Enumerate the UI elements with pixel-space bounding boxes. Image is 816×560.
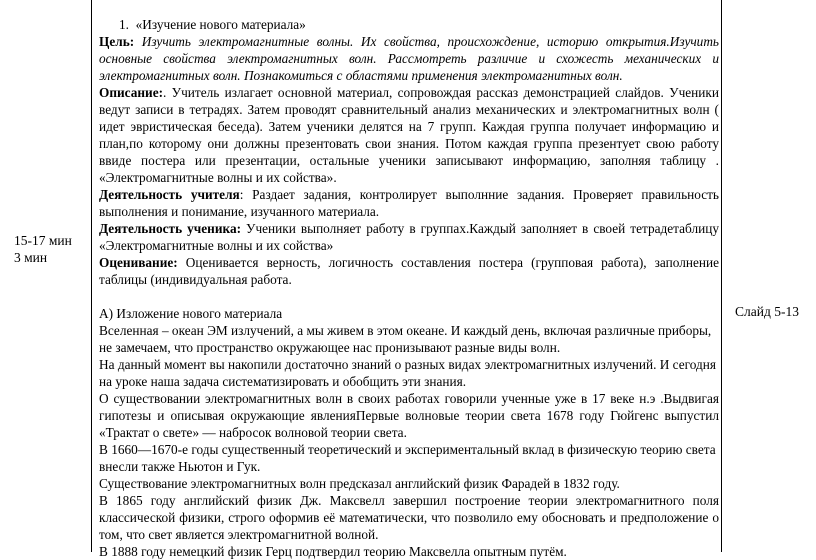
lesson-content — [99, 16, 719, 560]
description-paragraph — [99, 84, 719, 186]
teacher-text: : Раздает задания, контролирует выполнние задания. Проверяет правильность выполнения и понимание, изучанного материала. — [99, 187, 720, 219]
description-label: Описание: — [99, 85, 164, 100]
assessment-text: Оценивается верность, логичность составления постера (групповая работа), заполнение таблицы (индивидуальная работа. — [99, 255, 719, 287]
slide-label: Слайд 5-13 — [735, 304, 799, 319]
assessment-label: Оценивание: — [99, 255, 178, 270]
part-a-heading — [99, 305, 719, 322]
section-title: «Изучение нового материала» — [135, 17, 306, 32]
student-text: Ученики выполняет работу в группах.Каждый заполняет в своей тетрадетаблицу «Электромагнитные волны и их сойства» — [99, 221, 719, 253]
paragraph-hertz: В 1888 году немецкий физик Герц подтвердил теорию Максвелла опытным путём. — [99, 544, 567, 559]
table-border-left — [91, 0, 92, 552]
section-heading — [99, 16, 719, 33]
paragraph-knowledge: На данный момент вы накопили достаточно знаний о разных видах электромагнитных излучений. И сегодня на уроке наша задача систематизировать и обобщить эти знания. — [99, 357, 717, 389]
part-a-title: ) Изложение нового материала — [108, 306, 283, 321]
description-text: . Учитель излагает основной материал, сопровождая рассказ демонстрацией слайдов. Ученики ведут записи в тетрадях. Затем проводят сравнительный анализ механических и электромагнитных волн ( идет эвристическая беседа). Затем ученики делятся на 7 групп. Каждая группа получает информацию и план,по которому они должны презентовать свои знания. Потом каждая группа презентует свою работу ввиде постера или презентации, остальные ученики записывают информацию, заполняя таблицу . «Электромагнитные волны и их сойства». — [99, 85, 719, 185]
time-line-1: 15-17 мин — [14, 233, 72, 248]
student-label: Деятельность ученика: — [99, 221, 242, 236]
goal-label: Цель: — [99, 34, 135, 49]
time-cell — [14, 232, 90, 266]
paragraph-maxwell: В 1865 году английский физик Дж. Максвелл завершил построение теории электромагнитного поля классической физики, строго оформив её математически, что позволило ему обосновать и предположение о том, что свет является электромагнитной волной. — [99, 493, 719, 542]
section-number: 1. — [119, 17, 129, 32]
table-border-right — [721, 0, 722, 552]
student-paragraph — [99, 220, 719, 254]
part-a-label: А — [99, 306, 109, 321]
paragraph-17th-century: О существовании электромагнитных волн в своих работах говорили ученные уже в 17 веке н.э .Выдвигая гипотезы и описывая окружающие явленияПервые волновые теории света 1678 году Гюйгенс выпустил «Трактат о свете» — набросок волновой теории света. — [99, 391, 719, 440]
teacher-paragraph — [99, 186, 719, 220]
paragraph-newton-hooke: В 1660—1670-е годы существенный теоретический и экспериментальный вклад в физическую теорию света внесли также Ньютон и Гук. — [99, 442, 716, 474]
goal-paragraph — [99, 33, 719, 84]
time-line-2: 3 мин — [14, 250, 48, 265]
assessment-paragraph — [99, 254, 719, 288]
spacer — [99, 288, 719, 305]
paragraph-faraday: Существование электромагнитных волн предсказал английский физик Фарадей в 1832 году. — [99, 476, 620, 491]
teacher-label: Деятельность учителя — [99, 187, 240, 202]
slide-cell — [724, 303, 810, 320]
goal-text: Изучить электромагнитные волны. Их свойства, происхождение, историю открытия.Изучить основные свойства электромагнитных волн. Рассмотреть различие и схожесть механических и электромагнитных волн. Познакомиться с областями применения электромагнитных волн. — [99, 34, 719, 83]
paragraph-ocean: Вселенная – океан ЭМ излучений, а мы живем в этом океане. И каждый день, включая различные приборы, не замечаем, что пространство окружающее нас пронизывают разные виды волн. — [99, 323, 712, 355]
